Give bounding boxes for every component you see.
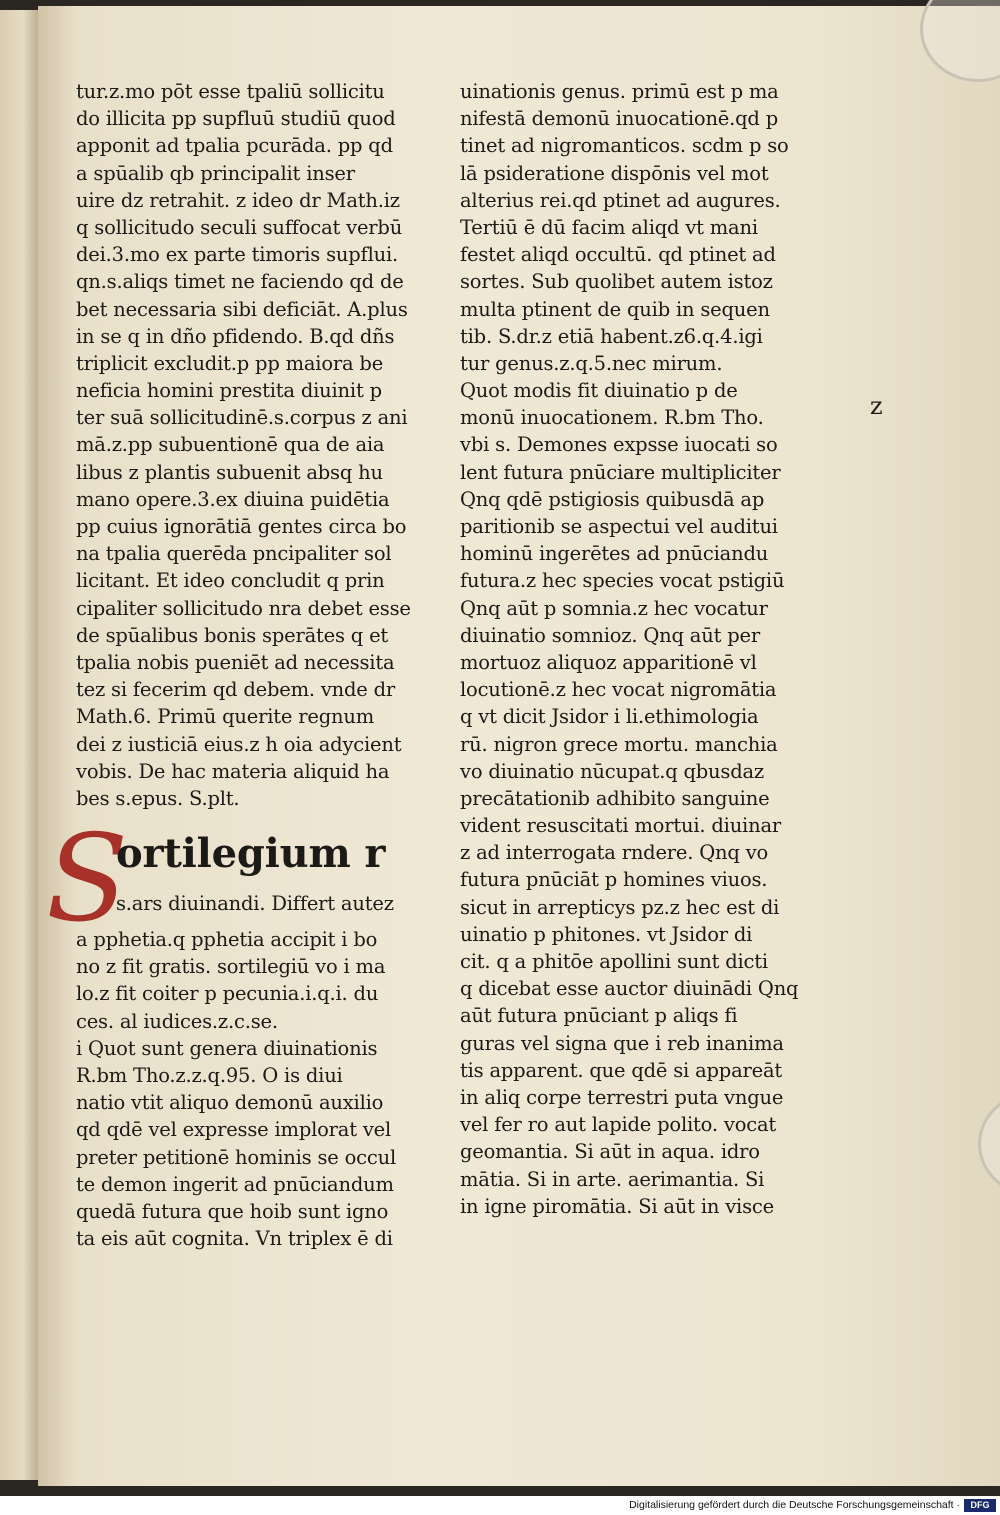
text-line: R.bm Tho.z.z.q.95. O is diui: [76, 1064, 343, 1087]
text-line: mano opere.3.ex diuina puidētia: [76, 487, 390, 511]
text-line: i Quot sunt genera diuinationis: [76, 1036, 378, 1060]
left-column-text-bottom: [76, 926, 458, 1252]
clip-icon: [978, 1091, 1000, 1197]
text-line: mā.z.pp subuentionē qua de aia: [76, 433, 385, 457]
text-line: vident resuscitati mortui. diuinar: [460, 814, 781, 838]
text-line: sortes. Sub quolibet autem istoz: [460, 270, 773, 294]
left-page-edge: [0, 10, 40, 1480]
heading-word: ortilegium r: [116, 830, 386, 878]
footer-credit: Digitalisierung gefördert durch die Deutsche Forschungsgemeinschaft ·: [629, 1499, 960, 1511]
text-line: do illicita pp supfluū studiū quod: [76, 107, 396, 131]
text-line: tur genus.z.q.5.nec mirum.: [460, 351, 723, 375]
text-line: precātationib adhibito sanguine: [460, 786, 770, 810]
text-line: tur.z.mo pōt esse tpaliū sollicitu: [76, 80, 385, 103]
text-line: a pphetia.q pphetia accipit i bo: [76, 928, 378, 952]
text-line: dei.3.mo ex parte timoris supflui.: [76, 243, 398, 267]
rubricated-initial: S: [46, 810, 129, 950]
text-line: na tpalia querēda pncipaliter sol: [76, 542, 392, 566]
text-line: Quot modis fit diuinatio p de: [460, 379, 738, 403]
text-line: vobis. De hac materia aliquid ha: [76, 759, 390, 783]
text-line: vbi s. Demones expsse iuocati so: [460, 433, 778, 457]
text-line: geomantia. Si aūt in aqua. idro: [460, 1140, 760, 1164]
text-line: guras vel signa que i reb inanima: [460, 1031, 784, 1055]
dfg-logo: DFG: [964, 1499, 996, 1512]
left-column: [46, 78, 458, 1252]
text-line: tinet ad nigromanticos. scdm p so: [460, 134, 789, 158]
text-line: aūt futura pnūciant p aliqs fi: [460, 1004, 738, 1028]
text-line: quedā futura que hoib sunt igno: [76, 1199, 389, 1223]
text-line: Math.6. Primū querite regnum: [76, 705, 374, 729]
text-line: uinatio p phitones. vt Jsidor di: [460, 922, 753, 946]
text-line: triplicit excludit.p pp maiora be: [76, 351, 384, 375]
text-line: de spūalibus bonis sperātes q et: [76, 623, 389, 647]
text-line: qn.s.aliqs timet ne faciendo qd de: [76, 270, 404, 294]
text-line: natio vtit aliquo demonū auxilio: [76, 1091, 384, 1115]
text-line: no z fit gratis. sortilegiū vo i ma: [76, 955, 386, 979]
text-line: tpalia nobis pueniēt ad necessita: [76, 650, 395, 674]
text-line: apponit ad tpalia pcurāda. pp qd: [76, 134, 393, 158]
text-line: tez si fecerim qd debem. vnde dr: [76, 678, 396, 702]
heading-subline: s.ars diuinandi. Differt autez: [116, 892, 394, 916]
text-line: te demon ingerit ad pnūciandum: [76, 1172, 394, 1196]
text-line: licitant. Et ideo concludit q prin: [76, 569, 385, 593]
text-line: alterius rei.qd ptinet ad augures.: [460, 188, 781, 212]
text-line: q vt dicit Jsidor i li.ethimologia: [460, 705, 759, 729]
text-line: q sollicitudo seculi suffocat verbū: [76, 215, 403, 239]
text-line: Tertiū ē dū facim aliqd vt mani: [460, 215, 758, 239]
text-line: monū inuocationem. R.bm Tho.: [460, 406, 764, 430]
text-line: in aliq corpe terrestri puta vngue: [460, 1085, 784, 1109]
text-line: uire dz retrahit. z ideo dr Math.iz: [76, 188, 400, 212]
text-line: lā psideratione dispōnis vel mot: [460, 161, 769, 185]
text-line: futura pnūciāt p homines viuos.: [460, 868, 768, 892]
text-line: ces. al iudices.z.c.se.: [76, 1009, 278, 1033]
text-line: dei z iusticiā eius.z h oia adycient: [76, 732, 402, 756]
text-line: futura.z hec species vocat pstigiū: [460, 569, 785, 593]
text-line: multa ptinent de quib in sequen: [460, 297, 770, 321]
text-line: ta eis aūt cognita. Vn triplex ē di: [76, 1227, 393, 1251]
text-line: diuinatio somnioz. Qnq aūt per: [460, 623, 760, 647]
text-line: q dicebat esse auctor diuinādi Qnq: [460, 977, 799, 1001]
text-line: mātia. Si in arte. aerimantia. Si: [460, 1167, 765, 1191]
text-line: lo.z fit coiter p pecunia.i.q.i. du: [76, 982, 379, 1006]
text-line: bes s.epus. S.plt.: [76, 786, 240, 810]
text-line: preter petitionē hominis se occul: [76, 1145, 396, 1169]
margin-mark: z: [870, 392, 883, 420]
text-line: z ad interrogata rndere. Qnq vo: [460, 841, 769, 865]
text-line: cipaliter sollicitudo nra debet esse: [76, 596, 411, 620]
text-line: ter suā sollicitudinē.s.corpus z ani: [76, 406, 408, 430]
text-line: in igne piromātia. Si aūt in visce: [460, 1194, 774, 1218]
right-column-text: [460, 78, 860, 1220]
text-line: Qnq aūt p somnia.z hec vocatur: [460, 596, 768, 620]
text-line: neficia homini prestita diuinit p: [76, 379, 382, 403]
text-line: tis apparent. que qdē si appareāt: [460, 1058, 783, 1082]
text-line: nifestā demonū inuocationē.qd p: [460, 107, 778, 131]
clip-icon: [920, 0, 1000, 82]
text-line: in se q in dño pfidendo. B.qd dñs: [76, 324, 395, 348]
text-line: locutionē.z hec vocat nigromātia: [460, 678, 777, 702]
text-line: lent futura pnūciare multipliciter: [460, 460, 781, 484]
text-line: qd qdē vel expresse implorat vel: [76, 1118, 392, 1142]
text-line: a spūalib qb principalit inser: [76, 161, 355, 185]
text-line: mortuoz aliquoz apparitionē vl: [460, 650, 757, 674]
footer-bar: [0, 1496, 1000, 1515]
text-line: vel fer ro aut lapide polito. vocat: [460, 1113, 777, 1137]
text-line: vo diuinatio nūcupat.q qbusdaz: [460, 759, 765, 783]
text-line: Qnq qdē pstigiosis quibusdā ap: [460, 487, 765, 511]
text-line: bet necessaria sibi deficiāt. A.plus: [76, 297, 408, 321]
text-line: festet aliqd occultū. qd ptinet ad: [460, 243, 776, 267]
text-line: rū. nigron grece mortu. manchia: [460, 732, 778, 756]
text-line: pp cuius ignorātiā gentes circa bo: [76, 515, 407, 538]
text-line: uinationis genus. primū est p ma: [460, 80, 779, 103]
text-line: paritionib se aspectui vel auditui: [460, 515, 778, 538]
left-column-text-top: [76, 78, 458, 812]
text-line: libus z plantis subuenit absq hu: [76, 460, 383, 484]
text-line: cit. q a phitōe apollini sunt dicti: [460, 950, 768, 973]
text-line: sicut in arrepticys pz.z hec est di: [460, 895, 780, 919]
text-line: hominū ingerētes ad pnūciandu: [460, 542, 769, 566]
right-column: [460, 78, 860, 1220]
text-line: tib. S.dr.z etiā habent.z6.q.4.igi: [460, 324, 763, 348]
